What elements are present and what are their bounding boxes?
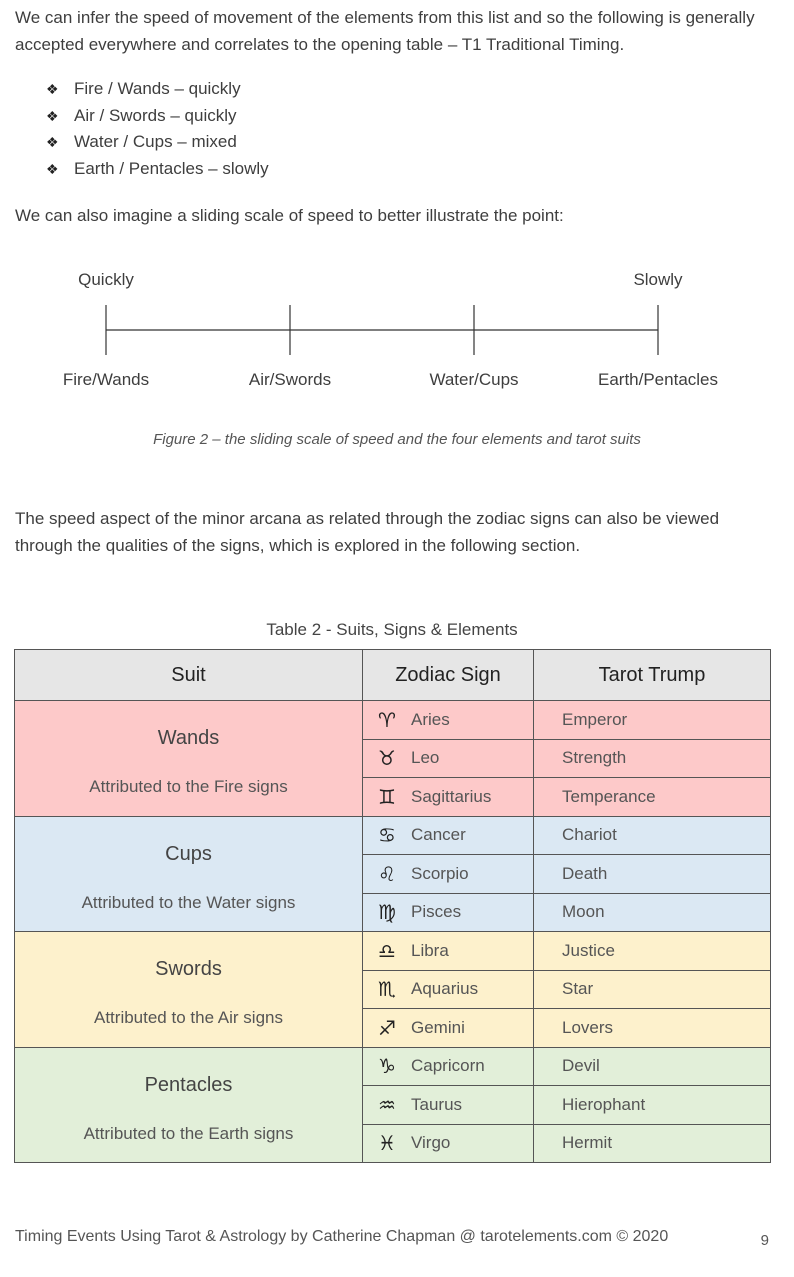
suit-column-header: Suit (15, 650, 363, 701)
table-row (15, 1047, 771, 1086)
zodiac-sign-name: Scorpio (411, 863, 469, 883)
zodiac-sign-name: Libra (411, 940, 449, 960)
zodiac-sign-name: Taurus (411, 1094, 463, 1114)
zodiac-glyph-icon: ♊ (378, 784, 396, 809)
zodiac-glyph-icon: ♓ (378, 1131, 396, 1156)
zodiac-sign-cell (363, 893, 534, 932)
scale-point-label: Water/Cups (429, 370, 519, 389)
zodiac-sign-cell (363, 970, 534, 1009)
tarot-trump-cell: Lovers (534, 1009, 771, 1048)
list-item: ❖ Fire / Wands – quickly (46, 76, 269, 103)
zodiac-sign-cell (363, 1047, 534, 1086)
zodiac-sign-cell (363, 739, 534, 778)
tarot-trump-cell: Star (534, 970, 771, 1009)
scale-point-label: Fire/Wands (62, 370, 150, 389)
trump-column-header: Tarot Trump (534, 650, 771, 701)
zodiac-glyph-icon: ♌ (378, 861, 396, 886)
zodiac-sign-cell (363, 1009, 534, 1048)
suit-name: Cups (165, 842, 212, 865)
suit-cell (15, 701, 363, 817)
table-title: Table 2 - Suits, Signs & Elements (266, 620, 518, 639)
list-item: ❖ Earth / Pentacles – slowly (46, 156, 269, 183)
zodiac-glyph-icon: ♏ (378, 977, 396, 1002)
page-footer: Timing Events Using Tarot & Astrology by Catherine Chapman @ tarotelements.com © 2020 (15, 1228, 669, 1245)
element-speed-list (46, 76, 269, 182)
suit-cell (15, 816, 363, 932)
tarot-trump-cell: Strength (534, 739, 771, 778)
suit-name: Swords (155, 958, 222, 980)
zodiac-glyph-icon: ♐ (378, 1015, 396, 1040)
table-row (15, 816, 771, 855)
suit-attribution: Attributed to the Water signs (81, 892, 296, 912)
table-header-row (15, 650, 771, 701)
suit-attribution: Attributed to the Fire signs (89, 777, 288, 796)
intro-paragraph: We can infer the speed of movement of the elements from this list and so the following is generally accepted everywhere and correlates to the opening table – T1 Traditional Timing. (15, 8, 755, 54)
tarot-trump-cell: Justice (534, 932, 771, 971)
figure-caption: Figure 2 – the sliding scale of speed and the four elements and tarot suits (153, 431, 641, 448)
speed-paragraph: The speed aspect of the minor arcana as related through the zodiac signs can also be viewed through the qualities of the signs, which is explored in the following section. (15, 509, 720, 555)
zodiac-sign-cell (363, 932, 534, 971)
zodiac-sign-cell (363, 778, 534, 817)
tarot-trump-cell: Death (534, 855, 771, 894)
zodiac-sign-cell (363, 855, 534, 894)
zodiac-glyph-icon: ♉ (378, 746, 396, 771)
page-number: 9 (760, 1232, 769, 1249)
zodiac-sign-cell (363, 816, 534, 855)
scale-point-label: Earth/Pentacles (597, 370, 719, 389)
suits-signs-table (14, 649, 771, 1163)
diamond-bullet-icon: ❖ (46, 81, 59, 97)
zodiac-sign-name: Virgo (411, 1133, 451, 1153)
diamond-bullet-icon: ❖ (46, 134, 59, 150)
list-item: ❖ Air / Swords – quickly (46, 103, 269, 130)
suit-attribution: Attributed to the Earth signs (83, 1123, 294, 1143)
scale-quickly-label: Quickly (78, 270, 134, 289)
speed-scale-figure (0, 260, 794, 400)
zodiac-sign-name: Aries (411, 709, 450, 729)
scale-slowly-label: Slowly (633, 270, 683, 289)
zodiac-column-header: Zodiac Sign (363, 650, 534, 701)
zodiac-sign-cell (363, 1086, 534, 1125)
suit-cell (15, 932, 363, 1048)
zodiac-glyph-icon: ♍ (378, 900, 396, 925)
suit-cell (15, 1047, 363, 1163)
diamond-bullet-icon: ❖ (46, 107, 59, 124)
zodiac-sign-name: Cancer (411, 825, 466, 845)
table-row (15, 701, 771, 740)
scale-point-label: Air/Swords (248, 370, 332, 389)
zodiac-glyph-icon: ♎ (378, 938, 396, 963)
suit-name: Wands (157, 727, 220, 749)
zodiac-sign-name: Sagittarius (411, 786, 492, 806)
zodiac-glyph-icon: ♋ (378, 823, 396, 848)
zodiac-glyph-icon: ♈ (378, 707, 396, 732)
table-row (15, 932, 771, 971)
tarot-trump-cell: Moon (534, 893, 771, 932)
zodiac-sign-name: Aquarius (411, 979, 479, 999)
zodiac-glyph-icon: ♑ (378, 1054, 396, 1079)
zodiac-sign-name: Capricorn (411, 1056, 485, 1076)
list-item: ❖ Water / Cups – mixed (46, 129, 269, 156)
zodiac-sign-name: Pisces (411, 902, 462, 922)
tarot-trump-cell: Hierophant (534, 1086, 771, 1125)
zodiac-sign-cell (363, 701, 534, 740)
suit-name: Pentacles (144, 1073, 233, 1096)
tarot-trump-cell: Chariot (534, 816, 771, 855)
zodiac-sign-name: Gemini (411, 1017, 465, 1037)
tarot-trump-cell: Hermit (534, 1124, 771, 1163)
tarot-trump-cell: Temperance (534, 778, 771, 817)
suit-attribution: Attributed to the Air signs (94, 1008, 283, 1027)
diamond-bullet-icon: ❖ (46, 160, 59, 177)
zodiac-glyph-icon: ♒ (378, 1092, 396, 1117)
zodiac-sign-name: Leo (411, 748, 440, 768)
tarot-trump-cell: Emperor (534, 701, 771, 740)
tarot-trump-cell: Devil (534, 1047, 771, 1086)
zodiac-sign-cell (363, 1124, 534, 1163)
scale-intro-paragraph: We can also imagine a sliding scale of speed to better illustrate the point: (15, 206, 564, 225)
